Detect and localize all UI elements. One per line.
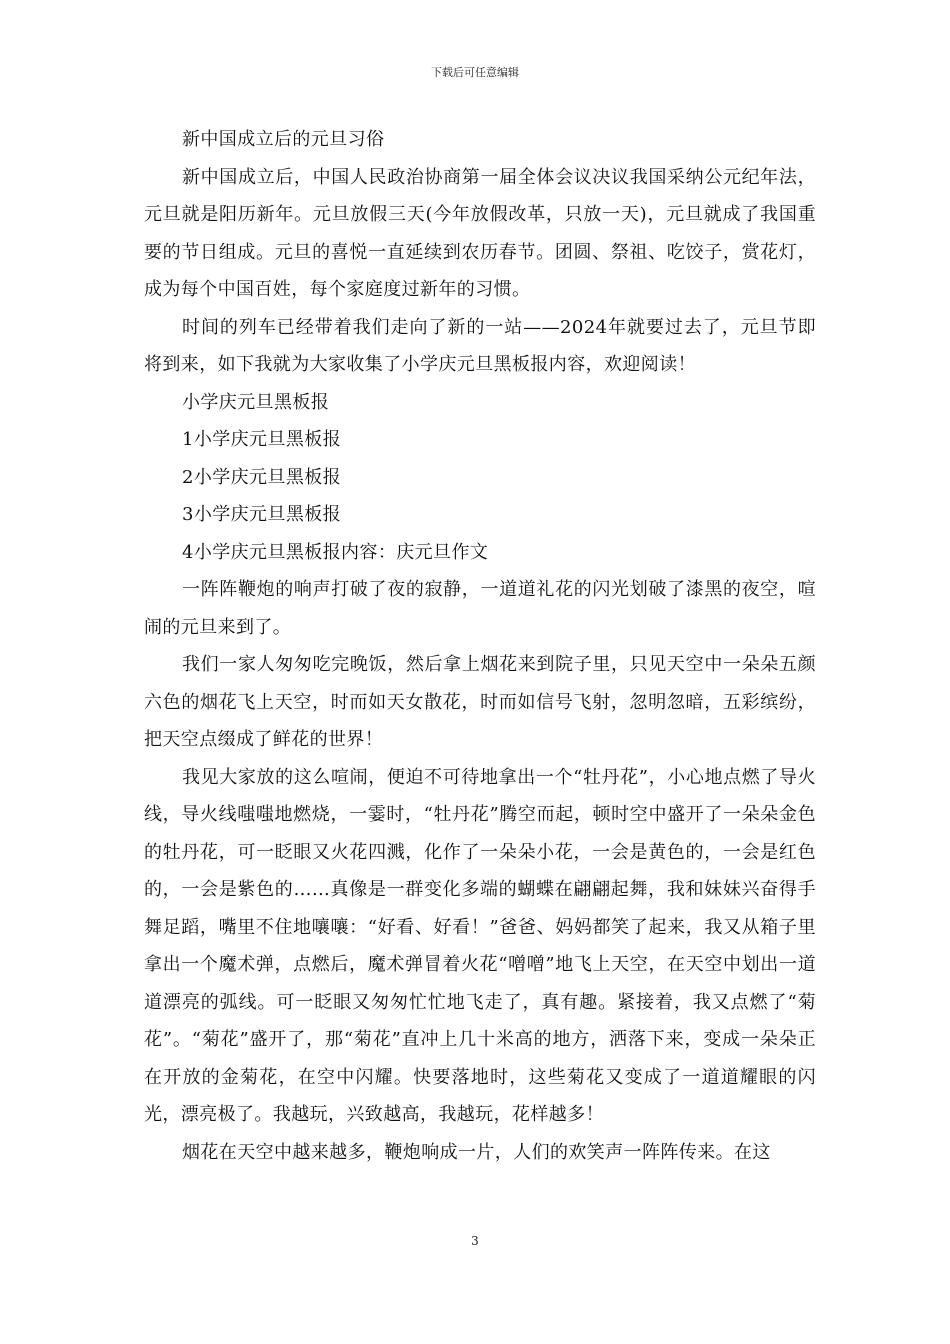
page-number: 3 <box>471 1234 479 1248</box>
paragraph: 我们一家人匆匆吃完晚饭，然后拿上烟花来到院子里，只见天空中一朵朵五颜六色的烟花飞上天空，时而如天女散花，时而如信号飞射，忽明忽暗，五彩缤纷，把天空点缀成了鲜花的世界！ <box>144 654 816 750</box>
document-body <box>144 121 816 1171</box>
paragraph: 烟花在天空中越来越多，鞭炮响成一片，人们的欢笑声一阵阵传来。在这 <box>182 1141 771 1163</box>
section-heading: 新中国成立后的元旦习俗 <box>182 129 385 150</box>
paragraph: 时间的列车已经带着我们走向了新的一站——2024年就要过去了，元旦节即将到来，如下我就为大家收集了小学庆元旦黑板报内容，欢迎阅读！ <box>144 316 816 375</box>
paragraph: 我见大家放的这么喧闹，便迫不可待地拿出一个“牡丹花”，小心地点燃了导火线，导火线嗤嗤地燃烧，一霎时，“牡丹花”腾空而起，顿时空中盛开了一朵朵金色的牡丹花，可一眨眼又火花四溅，化作了一朵朵小花，一会是黄色的，一会是红色的，一会是紫色的……真像是一群变化多端的蝴蝶在翩翩起舞，我和妹妹兴奋得手舞足蹈，嘴里不住地嚷嚷：“好看、好看！”爸爸、妈妈都笑了起来，我又从箱子里拿出一个魔术弹，点燃后，魔术弹冒着火花“噌噌”地飞上天空，在天空中划出一道道漂亮的弧线。可一眨眼又匆匆忙忙地飞走了，真有趣。紧接着，我又点燃了“菊花”。“菊花”盛开了，那“菊花”直冲上几十米高的地方，洒落下来，变成一朵朵正在开放的金菊花，在空中闪耀。快要落地时，这些菊花又变成了一道道耀眼的闪光，漂亮极了。我越玩，兴致越高，我越玩，花样越多！ <box>144 766 816 1125</box>
paragraph: 一阵阵鞭炮的响声打破了夜的寂静，一道道礼花的闪光划破了漆黑的夜空，喧闹的元旦来到了。 <box>144 579 816 638</box>
list-item: 2小学庆元旦黑板报 <box>182 466 342 488</box>
list-item: 4小学庆元旦黑板报内容：庆元旦作文 <box>182 541 489 563</box>
paragraph: 新中国成立后，中国人民政治协商第一届全体会议决议我国采纳公元纪年法，元旦就是阳历新年。元旦放假三天(今年放假改革，只放一天)，元旦就成了我国重要的节日组成。元旦的喜悦一直延续到农历春节。团圆、祭祖、吃饺子，赏花灯，成为每个中国百姓，每个家庭度过新年的习惯。 <box>144 166 816 300</box>
list-item: 3小学庆元旦黑板报 <box>182 504 342 525</box>
page-header: 下载后可任意编辑 <box>431 66 519 79</box>
list-item: 1小学庆元旦黑板报 <box>182 429 342 450</box>
section-heading: 小学庆元旦黑板报 <box>182 391 330 413</box>
